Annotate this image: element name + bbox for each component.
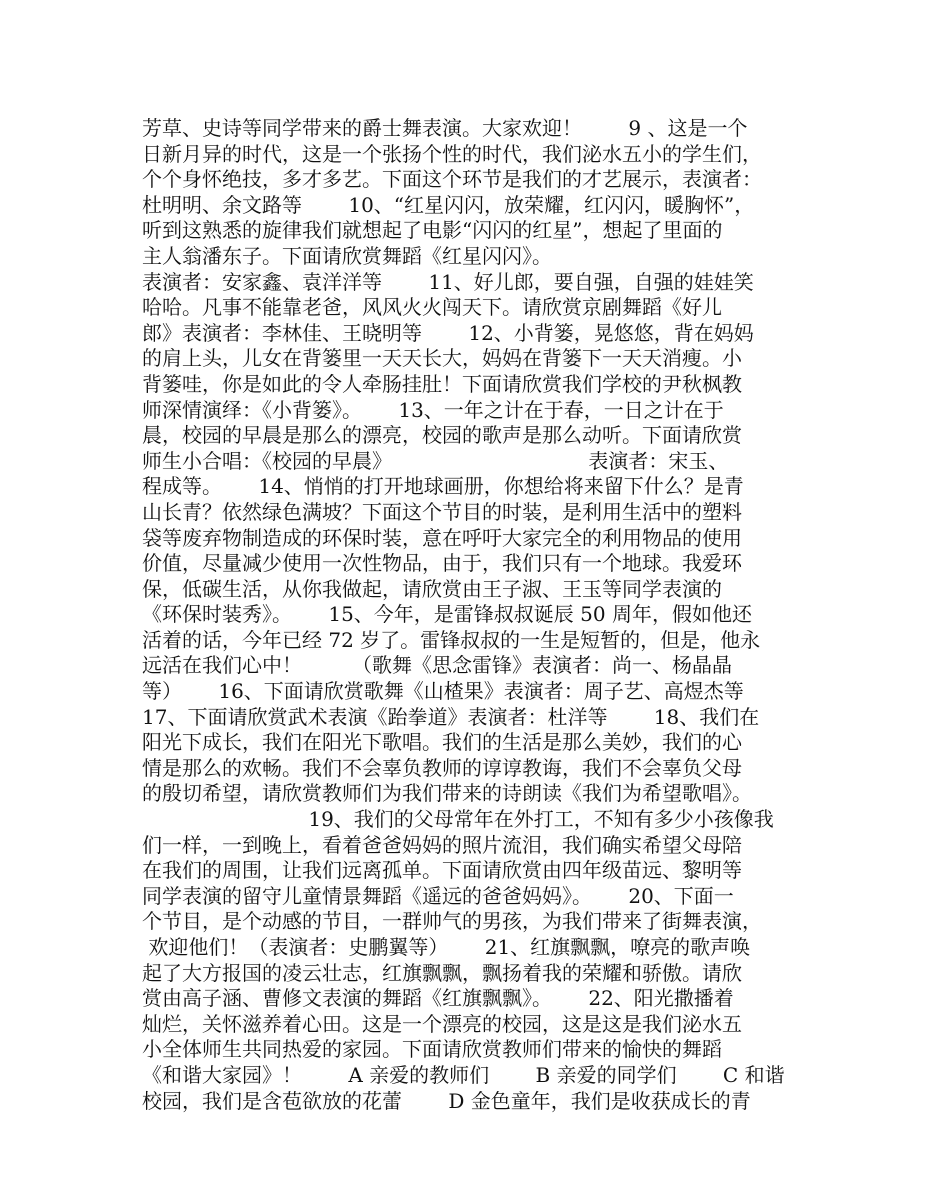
text-line: 晨，校园的早晨是那么的漂亮，校园的歌声是那么动听。下面请欣赏	[142, 423, 742, 448]
text-line: 个个身怀绝技，多才多艺。下面这个环节是我们的才艺展示，表演者：	[142, 167, 762, 192]
text-line: 《和谐大家园》！ A 亲爱的教师们 B 亲爱的同学们 C 和谐	[142, 1062, 785, 1087]
text-line: 17、下面请欣赏武术表演《跆拳道》表演者：杜洋等 18、我们在	[142, 704, 760, 729]
text-line: 19、我们的父母常年在外打工，不知有多少小孩像我	[142, 807, 774, 832]
text-line: 的殷切希望，请欣赏教师们为我们带来的诗朗读《我们为希望歌唱》。	[142, 781, 752, 806]
text-line: 杜明明、余文路等 10、“红星闪闪，放荣耀，红闪闪，暖胸怀”，	[142, 192, 755, 217]
text-line: 哈哈。凡事不能靠老爸，风风火火闯天下。请欣赏京剧舞蹈《好儿	[142, 295, 722, 320]
text-line: 们一样，一到晚上，看着爸爸妈妈的照片流泪，我们确实希望父母陪	[142, 832, 742, 857]
text-line: 背篓哇，你是如此的令人牵肠挂肚！下面请欣赏我们学校的尹秋枫教	[142, 371, 742, 396]
text-line: 主人翁潘东子。下面请欣赏舞蹈《红星闪闪》。	[142, 243, 552, 268]
text-line: 师生小合唱：《校园的早晨》 表演者：宋玉、	[142, 448, 729, 473]
text-line: 个节目，是个动感的节目，一群帅气的男孩，为我们带来了街舞表演，	[142, 909, 762, 934]
text-line: 灿烂，关怀滋养着心田。这是一个漂亮的校园，这是这是我们泌水五	[142, 1011, 742, 1036]
text-line: 阳光下成长，我们在阳光下歌唱。我们的生活是那么美妙，我们的心	[142, 730, 742, 755]
text-line: 校园，我们是含苞欲放的花蕾 D 金色童年，我们是收获成长的青	[142, 1088, 751, 1113]
text-line: 远活在我们心中！ （歌舞《思念雷锋》表演者：尚一、杨晶晶	[142, 653, 732, 678]
text-line: 赏由高子涵、曹修文表演的舞蹈《红旗飘飘》。 22、阳光撒播着	[142, 986, 734, 1011]
text-line: 情是那么的欢畅。我们不会辜负教师的谆谆教诲，我们不会辜负父母	[142, 755, 742, 780]
text-line: 师深情演绎：《小背篓》。 13、一年之计在于春，一日之计在于	[142, 397, 724, 422]
text-line: 在我们的周围，让我们远离孤单。下面请欣赏由四年级苗远、黎明等	[142, 858, 742, 883]
text-line: 表演者：安家鑫、袁洋洋等 11、好儿郎，要自强，自强的娃娃笑	[142, 269, 754, 294]
text-line: 听到这熟悉的旋律我们就想起了电影“闪闪的红星”，想起了里面的	[142, 218, 723, 243]
text-line: 小全体师生共同热爱的家园。下面请欣赏教师们带来的愉快的舞蹈	[142, 1037, 722, 1062]
text-line: 活着的话，今年已经 72 岁了。雷锋叔叔的一生是短暂的，但是，他永	[142, 627, 761, 652]
text-line: 欢迎他们！（表演者：史鹏翼等） 21、红旗飘飘，嘹亮的歌声唤	[142, 935, 751, 959]
text-line: 保，低碳生活，从你我做起，请欣赏由王子淑、王玉等同学表演的	[142, 576, 722, 601]
text-line: 《环保时装秀》。 15、今年，是雷锋叔叔诞辰 50 周年，假如他还	[142, 602, 752, 627]
text-line: 日新月异的时代，这是一个张扬个性的时代，我们泌水五小的学生们，	[142, 141, 762, 166]
text-line: 等） 16、下面请欣赏歌舞《山楂果》表演者：周子艺、高煜杰等	[142, 679, 744, 704]
text-line: 起了大方报国的凌云壮志，红旗飘飘，飘扬着我的荣耀和骄傲。请欣	[142, 960, 742, 985]
text-line: 芳草、史诗等同学带来的爵士舞表演。大家欢迎！ 9 、这是一个	[142, 116, 748, 140]
text-line: 价值，尽量减少使用一次性物品，由于，我们只有一个地球。我爱环	[142, 551, 742, 576]
text-line: 的肩上头，儿女在背篓里一天天长大，妈妈在背篓下一天天消瘦。小	[142, 346, 742, 371]
text-line: 袋等废弃物制造成的环保时装，意在呼吁大家完全的利用物品的使用	[142, 525, 742, 550]
text-line: 郎》表演者：李林佳、王晓明等 12、小背篓，晃悠悠，背在妈妈	[142, 320, 754, 345]
text-line: 山长青？依然绿色满坡？下面这个节目的时装，是利用生活中的塑料	[142, 499, 742, 524]
document-body-text	[142, 116, 832, 1114]
text-line: 同学表演的留守儿童情景舞蹈《遥远的爸爸妈妈》。 20、下面一	[142, 883, 734, 908]
text-line: 程成等。 14、悄悄的打开地球画册，你想给将来留下什么？是青	[142, 474, 744, 499]
